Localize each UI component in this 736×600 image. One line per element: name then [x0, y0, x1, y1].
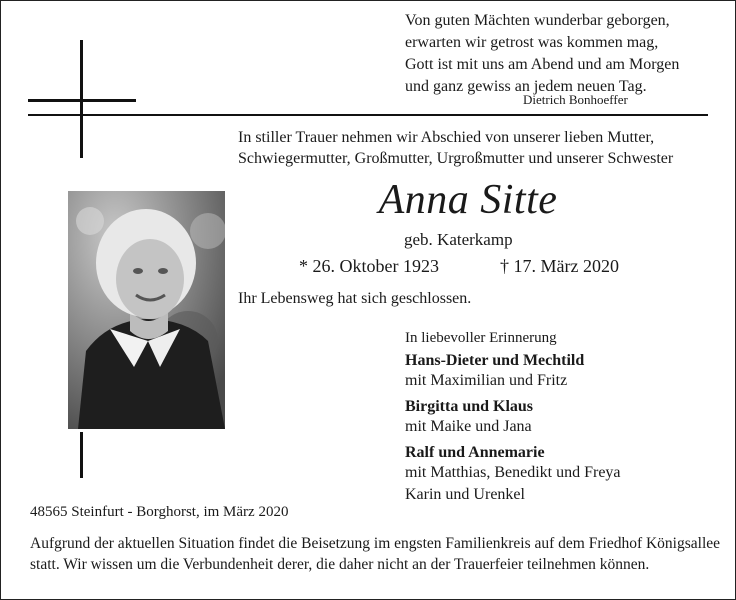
- funeral-notice: Aufgrund der aktuellen Situation findet die Beisetzung im engsten Familienkreis auf dem Friedhof Königsallee statt. Wir wissen um die Verbundenheit derer, die daher nicht an der Trauerfeier teilnehmen können.: [30, 535, 721, 573]
- intro-text: [238, 127, 673, 169]
- family-sub: mit Maike und Jana: [405, 418, 532, 435]
- mourners-list: [405, 351, 621, 489]
- vertical-rule: [80, 432, 83, 478]
- family-sub: mit Maximilian und Fritz: [405, 372, 568, 389]
- birth-name: geb. Katerkamp: [404, 230, 513, 249]
- memory-heading: In liebevoller Erinnerung: [405, 330, 557, 346]
- place-date: 48565 Steinfurt - Borghorst, im März 2020: [30, 504, 289, 520]
- extra-mourners: Karin und Urenkel: [405, 486, 525, 503]
- mourner-family: [405, 351, 621, 391]
- cross-horizontal-bar: [28, 99, 136, 102]
- family-main: Birgitta und Klaus: [405, 398, 534, 415]
- poem-author: Dietrich Bonhoeffer: [523, 92, 628, 107]
- portrait-illustration: [68, 191, 225, 429]
- family-main: Ralf und Annemarie: [405, 444, 545, 461]
- top-separator: [28, 114, 708, 116]
- intro-line: Schwiegermutter, Großmutter, Urgroßmutter und unserer Schwester: [238, 150, 674, 167]
- family-sub: mit Matthias, Benedikt und Freya: [405, 464, 621, 481]
- poem: [405, 10, 679, 98]
- mourner-family: [405, 397, 621, 437]
- family-main: Hans-Dieter und Mechtild: [405, 352, 585, 369]
- poem-line: und ganz gewiss an jedem neuen Tag.: [405, 78, 647, 95]
- poem-line: Gott ist mit uns am Abend und am Morgen: [405, 56, 680, 73]
- poem-line: Von guten Mächten wunderbar geborgen,: [405, 12, 670, 29]
- intro-line: In stiller Trauer nehmen wir Abschied von unserer lieben Mutter,: [238, 129, 655, 146]
- portrait-photo: [68, 191, 225, 429]
- birth-date: * 26. Oktober 1923: [299, 256, 439, 276]
- mourner-family: [405, 443, 621, 483]
- closing-line: Ihr Lebensweg hat sich geschlossen.: [238, 290, 472, 307]
- poem-line: erwarten wir getrost was kommen mag,: [405, 34, 659, 51]
- death-date: † 17. März 2020: [500, 256, 619, 276]
- deceased-name: Anna Sitte: [378, 177, 558, 223]
